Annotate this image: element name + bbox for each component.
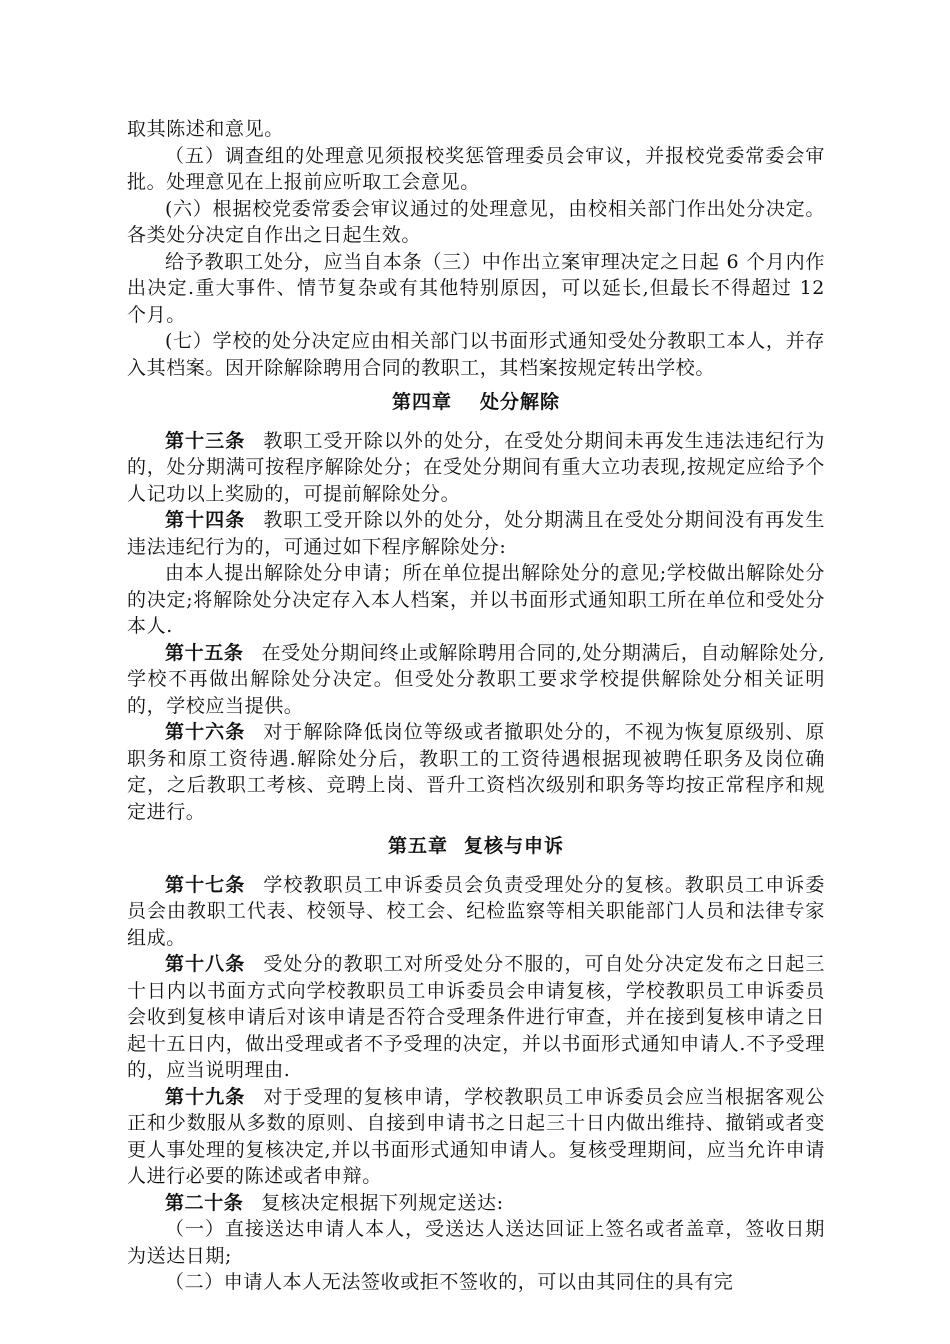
chapter-heading	[127, 389, 825, 416]
chapter-number: 第五章	[387, 835, 448, 857]
article-number: 第十五条	[165, 641, 244, 664]
paragraph: （五）调查组的处理意见须报校奖惩管理委员会审议，并报校党委常委会审批。处理意见在上报前应听取工会意见。	[127, 144, 825, 193]
chapter-heading	[127, 833, 825, 860]
article-text: 复核决定根据下列规定送达:	[261, 1191, 504, 1214]
article-text: 受处分的教职工对所受处分不服的，可自处分决定发布之日起三十日内以书面方式向学校教职员工申诉委员会申请复核，学校教职员工申诉委员会收到复核申请后对该申请是否符合受理条件进行审查，并在接到复核申请之日起十五日内，做出受理或者不予受理的决定，并以书面形式通知申请人.不予受理的，应当说明理由.	[127, 953, 825, 1081]
article-number: 第十六条	[165, 721, 246, 743]
article-paragraph	[127, 507, 825, 560]
paragraph: （二）申请人本人无法签收或拒不签收的，可以由其同住的具有完	[165, 1271, 734, 1293]
paragraph: (七）学校的处分决定应由相关部门以书面形式通知受处分教职工本人，并存入其档案。因开除解除聘用合同的教职工，其档案按规定转出学校。	[127, 330, 825, 379]
chapter-number: 第四章	[391, 391, 452, 413]
article-number: 第十八条	[165, 953, 246, 975]
article-paragraph	[127, 951, 825, 1084]
paragraph: （一）直接送达申请人本人，受送达人送达回证上签名或者盖章，签收日期为送达日期;	[127, 1218, 825, 1267]
paragraph: 取其陈述和意见。	[127, 118, 284, 140]
article-paragraph	[127, 1084, 825, 1190]
chapter-title: 处分解除	[480, 391, 561, 413]
article-text: 在受处分期间终止或解除聘用合同的,处分期满后，自动解除处分,学校不再做出解除处分决定。但受处分教职工要求学校提供解除处分相关证明的，学校应当提供。	[127, 641, 825, 717]
article-paragraph	[127, 428, 825, 508]
article-paragraph	[127, 872, 825, 952]
article-text: 对于解除降低岗位等级或者撤职处分的，不视为恢复原级别、原职务和原工资待遇.解除处分后，教职工的工资待遇根据现被聘任职务及岗位确定，之后教职工考核、竞聘上岗、晋升工资档次级别和职务等均按正常程序和规定进行。	[127, 721, 825, 823]
document-body	[127, 116, 825, 1296]
article-number: 第十四条	[165, 509, 246, 531]
article-text: 教职工受开除以外的处分，处分期满且在受处分期间没有再发生违法违纪行为的，可通过如下程序解除处分:	[127, 509, 825, 558]
article-number: 第十七条	[165, 873, 246, 896]
article-number: 第十三条	[165, 429, 246, 452]
article-number: 第二十条	[165, 1191, 244, 1214]
chapter-title: 复核与申诉	[464, 835, 565, 857]
article-text: 对于受理的复核申请，学校教职员工申诉委员会应当根据客观公正和少数服从多数的原则、自接到申请书之日起三十日内做出维持、撤销或者变更人事处理的复核决定,并以书面形式通知申请人。复核受理期间，应当允许申请人进行必要的陈述或者申辩。	[127, 1085, 825, 1187]
article-text: 学校教职员工申诉委员会负责受理处分的复核。教职员工申诉委员会由教职工代表、校领导、校工会、纪检监察等相关职能部门人员和法律专家组成。	[127, 873, 825, 949]
article-paragraph	[127, 719, 825, 825]
paragraph: 由本人提出解除处分申请；所在单位提出解除处分的意见;学校做出解除处分的决定;将解除处分决定存入本人档案，并以书面形式通知职工所在单位和受处分本人.	[127, 562, 825, 637]
article-text: 教职工受开除以外的处分，在受处分期间未再发生违法违纪行为的，处分期满可按程序解除处分；在受处分期间有重大立功表现,按规定应给予个人记功以上奖励的，可提前解除处分。	[127, 429, 825, 505]
article-paragraph	[127, 640, 825, 720]
article-number: 第十九条	[165, 1085, 246, 1108]
paragraph: (六）根据校党委常委会审议通过的处理意见，由校相关部门作出处分决定。各类处分决定自作出之日起生效。	[127, 197, 825, 246]
paragraph: 给予教职工处分，应当自本条（三）中作出立案审理决定之日起 6 个月内作出决定.重大事件、情节复杂或有其他特别原因，可以延长,但最长不得超过 12 个月。	[127, 250, 825, 326]
article-paragraph	[127, 1190, 825, 1217]
